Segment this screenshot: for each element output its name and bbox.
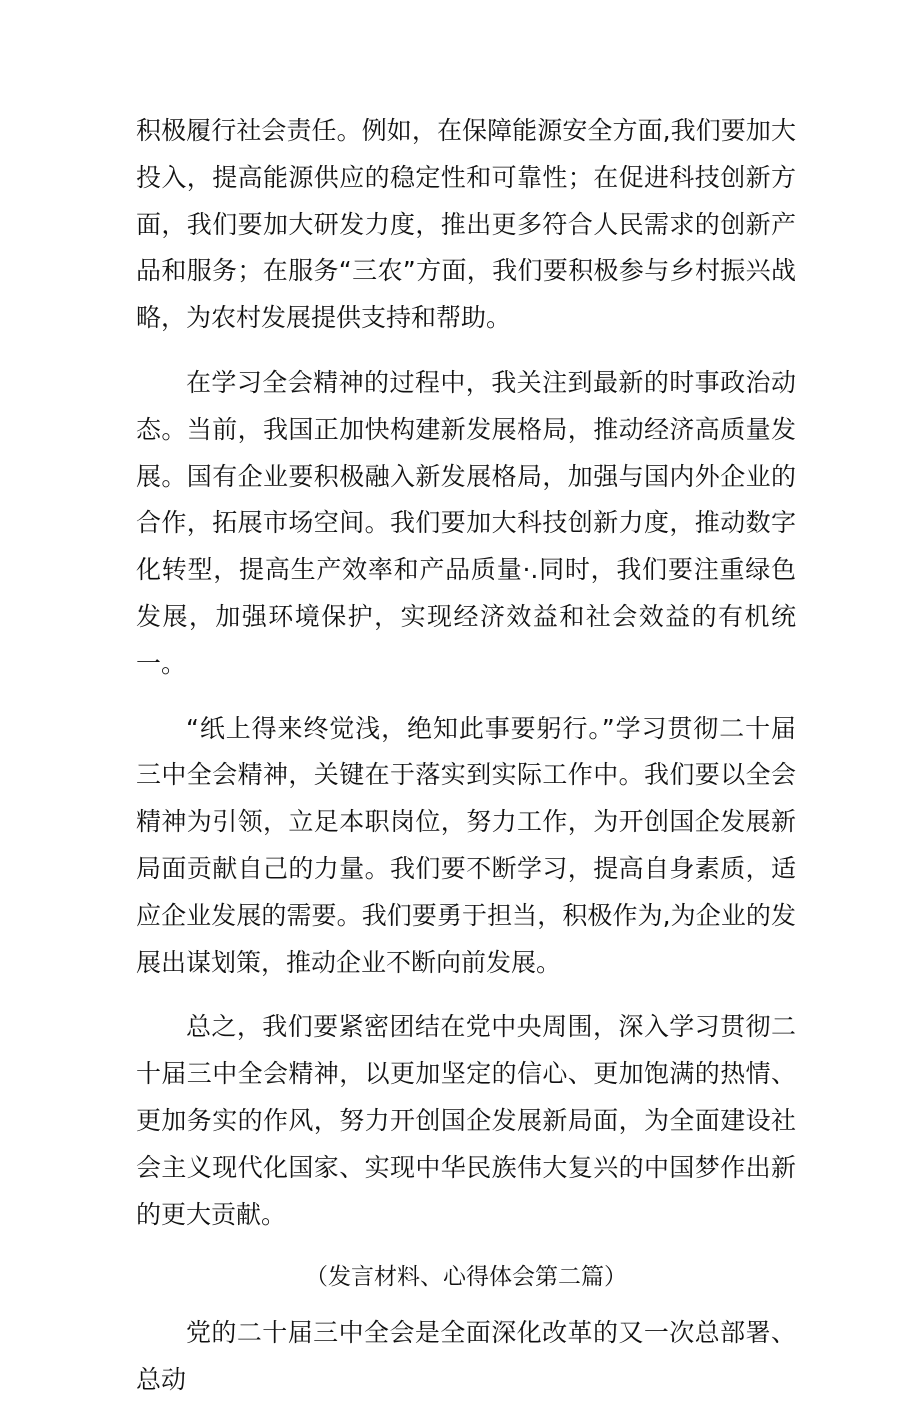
paragraph-1: 积极履行社会责任。例如，在保障能源安全方面,我们要加大投入，提高能源供应的稳定性和可靠性；在促进科技创新方面，我们要加大研发力度，推出更多符合人民需求的创新产品和服务；在服务“三农”方面，我们要积极参与乡村振兴战略，为农村发展提供支持和帮助。 [136,116,796,333]
paragraph-4: 总之，我们要紧密团结在党中央周围，深入学习贯彻二十届三中全会精神，以更加坚定的信心、更加饱满的热情、更加务实的作风，努力开创国企发展新局面，为全面建设社会主义现代化国家、实现中华民族伟大复兴的中国梦作出新的更大贡献。 [136,1012,796,1229]
paragraph-2: 在学习全会精神的过程中，我关注到最新的时事政治动态。当前，我国正加快构建新发展格局，推动经济高质量发展。国有企业要积极融入新发展格局，加强与国内外企业的合作，拓展市场空间。我们要加大科技创新力度，推动数字化转型，提高生产效率和产品质量·.同时，我们要注重绿色发展，加强环境保护，实现经济效益和社会效益的有机统一。 [136,367,796,678]
paragraph-5-start: 党的二十届三中全会是全面深化改革的又一次总部署、总动 [136,1318,796,1395]
document-page [136,108,796,1404]
section-heading: （发言材料、心得体会第二篇） [305,1264,627,1291]
paragraph-3: “纸上得来终觉浅，绝知此事要躬行。”学习贯彻二十届三中全会精神，关键在于落实到实际工作中。我们要以全会精神为引领，立足本职岗位，努力工作，为开创国企发展新局面贡献自己的力量。我们要不断学习，提高自身素质，适应企业发展的需要。我们要勇于担当，积极作为,为企业的发展出谋划策，推动企业不断向前发展。 [136,713,796,977]
